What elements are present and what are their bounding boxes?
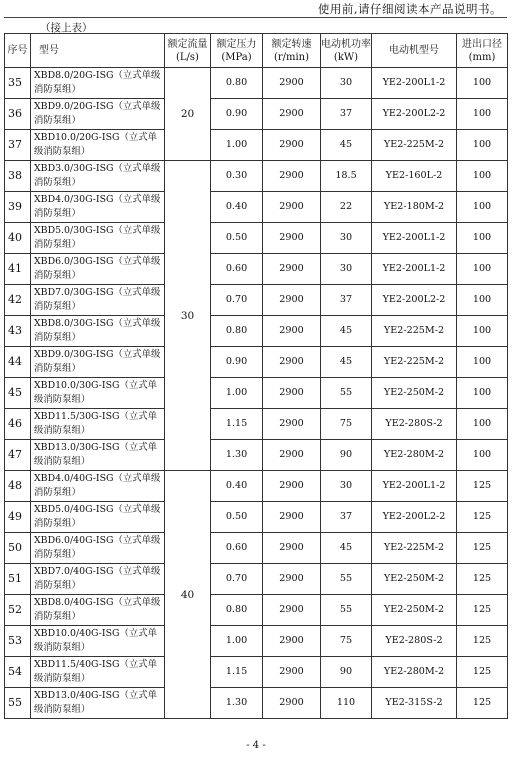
cell-model: XBD7.0/30G-ISG（立式单级消防泵组） bbox=[31, 285, 165, 316]
table-row bbox=[5, 316, 508, 347]
table-row bbox=[5, 378, 508, 409]
cell-model: XBD4.0/30G-ISG（立式单级消防泵组） bbox=[31, 192, 165, 223]
cell-power: 30 bbox=[321, 68, 372, 99]
cell-diameter: 100 bbox=[457, 192, 508, 223]
cell-power: 22 bbox=[321, 192, 372, 223]
cell-diameter: 100 bbox=[457, 409, 508, 440]
cell-power: 18.5 bbox=[321, 161, 372, 192]
cell-diameter: 100 bbox=[457, 254, 508, 285]
cell-power: 30 bbox=[321, 471, 372, 502]
cell-speed: 2900 bbox=[263, 223, 321, 254]
cell-power: 90 bbox=[321, 657, 372, 688]
cell-diameter: 100 bbox=[457, 316, 508, 347]
cell-diameter: 100 bbox=[457, 285, 508, 316]
cell-seq: 53 bbox=[5, 626, 31, 657]
cell-model: XBD10.0/30G-ISG（立式单级消防泵组） bbox=[31, 378, 165, 409]
cell-speed: 2900 bbox=[263, 626, 321, 657]
cell-power: 90 bbox=[321, 440, 372, 471]
cell-power: 45 bbox=[321, 130, 372, 161]
table-row bbox=[5, 440, 508, 471]
cell-seq: 54 bbox=[5, 657, 31, 688]
cell-pressure: 1.00 bbox=[211, 378, 263, 409]
cell-diameter: 125 bbox=[457, 626, 508, 657]
col-header-pressure: 额定压力(MPa) bbox=[211, 34, 263, 68]
cell-diameter: 100 bbox=[457, 347, 508, 378]
cell-model: XBD8.0/20G-ISG（立式单级消防泵组） bbox=[31, 68, 165, 99]
cell-seq: 46 bbox=[5, 409, 31, 440]
cell-speed: 2900 bbox=[263, 192, 321, 223]
table-row bbox=[5, 595, 508, 626]
cell-seq: 51 bbox=[5, 564, 31, 595]
table-row bbox=[5, 130, 508, 161]
cell-model: XBD13.0/30G-ISG（立式单级消防泵组） bbox=[31, 440, 165, 471]
cell-speed: 2900 bbox=[263, 440, 321, 471]
table-row bbox=[5, 688, 508, 719]
cell-speed: 2900 bbox=[263, 409, 321, 440]
cell-pressure: 0.70 bbox=[211, 564, 263, 595]
cell-model: XBD10.0/20G-ISG（立式单级消防泵组） bbox=[31, 130, 165, 161]
page-number: - 4 - bbox=[246, 740, 266, 751]
cell-model: XBD3.0/30G-ISG（立式单级消防泵组） bbox=[31, 161, 165, 192]
cell-flow: 40 bbox=[165, 471, 211, 719]
cell-model: XBD9.0/30G-ISG（立式单级消防泵组） bbox=[31, 347, 165, 378]
cell-diameter: 100 bbox=[457, 378, 508, 409]
table-row bbox=[5, 409, 508, 440]
cell-pressure: 1.15 bbox=[211, 657, 263, 688]
manual-header-note: 使用前,请仔细阅读本产品说明书。 bbox=[317, 2, 502, 16]
cell-model: XBD6.0/40G-ISG（立式单级消防泵组） bbox=[31, 533, 165, 564]
cell-seq: 38 bbox=[5, 161, 31, 192]
cell-model: XBD5.0/30G-ISG（立式单级消防泵组） bbox=[31, 223, 165, 254]
cell-diameter: 100 bbox=[457, 223, 508, 254]
cell-speed: 2900 bbox=[263, 99, 321, 130]
cell-power: 30 bbox=[321, 223, 372, 254]
cell-seq: 35 bbox=[5, 68, 31, 99]
table-row bbox=[5, 161, 508, 192]
cell-motor: YE2-315S-2 bbox=[372, 688, 457, 719]
cell-power: 75 bbox=[321, 409, 372, 440]
cell-seq: 55 bbox=[5, 688, 31, 719]
cell-diameter: 125 bbox=[457, 564, 508, 595]
cell-speed: 2900 bbox=[263, 316, 321, 347]
table-row bbox=[5, 626, 508, 657]
cell-speed: 2900 bbox=[263, 285, 321, 316]
cell-motor: YE2-200L2-2 bbox=[372, 502, 457, 533]
cell-speed: 2900 bbox=[263, 347, 321, 378]
cell-pressure: 0.60 bbox=[211, 533, 263, 564]
cell-pressure: 0.90 bbox=[211, 99, 263, 130]
cell-model: XBD11.5/30G-ISG（立式单级消防泵组） bbox=[31, 409, 165, 440]
cell-diameter: 125 bbox=[457, 533, 508, 564]
cell-diameter: 100 bbox=[457, 99, 508, 130]
col-header-diameter: 进出口径(mm) bbox=[457, 34, 508, 68]
cell-speed: 2900 bbox=[263, 130, 321, 161]
table-row bbox=[5, 657, 508, 688]
cell-model: XBD13.0/40G-ISG（立式单级消防泵组） bbox=[31, 688, 165, 719]
cell-motor: YE2-180M-2 bbox=[372, 192, 457, 223]
table-row bbox=[5, 254, 508, 285]
cell-motor: YE2-280S-2 bbox=[372, 409, 457, 440]
cell-motor: YE2-200L1-2 bbox=[372, 471, 457, 502]
table-row bbox=[5, 471, 508, 502]
cell-diameter: 125 bbox=[457, 471, 508, 502]
cell-seq: 36 bbox=[5, 99, 31, 130]
continued-label: （接上表） bbox=[40, 22, 93, 34]
table-row bbox=[5, 502, 508, 533]
cell-model: XBD9.0/20G-ISG（立式单级消防泵组） bbox=[31, 99, 165, 130]
cell-power: 37 bbox=[321, 502, 372, 533]
cell-model: XBD11.5/40G-ISG（立式单级消防泵组） bbox=[31, 657, 165, 688]
cell-pressure: 0.80 bbox=[211, 316, 263, 347]
cell-seq: 43 bbox=[5, 316, 31, 347]
cell-model: XBD8.0/30G-ISG（立式单级消防泵组） bbox=[31, 316, 165, 347]
cell-seq: 37 bbox=[5, 130, 31, 161]
cell-pressure: 0.80 bbox=[211, 595, 263, 626]
cell-speed: 2900 bbox=[263, 533, 321, 564]
cell-power: 30 bbox=[321, 254, 372, 285]
cell-diameter: 125 bbox=[457, 502, 508, 533]
cell-seq: 47 bbox=[5, 440, 31, 471]
table-row bbox=[5, 285, 508, 316]
cell-seq: 42 bbox=[5, 285, 31, 316]
cell-pressure: 0.40 bbox=[211, 471, 263, 502]
cell-pressure: 0.80 bbox=[211, 68, 263, 99]
cell-motor: YE2-200L2-2 bbox=[372, 285, 457, 316]
cell-motor: YE2-280M-2 bbox=[372, 440, 457, 471]
col-header-motor: 电动机型号 bbox=[372, 34, 457, 68]
cell-model: XBD5.0/40G-ISG（立式单级消防泵组） bbox=[31, 502, 165, 533]
cell-speed: 2900 bbox=[263, 68, 321, 99]
cell-speed: 2900 bbox=[263, 657, 321, 688]
cell-pressure: 1.30 bbox=[211, 440, 263, 471]
table-row bbox=[5, 68, 508, 99]
pump-spec-table bbox=[4, 33, 508, 719]
cell-diameter: 125 bbox=[457, 595, 508, 626]
cell-motor: YE2-250M-2 bbox=[372, 378, 457, 409]
cell-speed: 2900 bbox=[263, 254, 321, 285]
cell-power: 55 bbox=[321, 564, 372, 595]
cell-motor: YE2-200L1-2 bbox=[372, 254, 457, 285]
col-header-model: 型号 bbox=[31, 34, 165, 68]
cell-pressure: 0.60 bbox=[211, 254, 263, 285]
cell-seq: 39 bbox=[5, 192, 31, 223]
cell-model: XBD6.0/30G-ISG（立式单级消防泵组） bbox=[31, 254, 165, 285]
cell-power: 45 bbox=[321, 533, 372, 564]
cell-pressure: 1.00 bbox=[211, 130, 263, 161]
cell-motor: YE2-225M-2 bbox=[372, 130, 457, 161]
cell-motor: YE2-225M-2 bbox=[372, 316, 457, 347]
cell-pressure: 1.00 bbox=[211, 626, 263, 657]
cell-speed: 2900 bbox=[263, 502, 321, 533]
cell-pressure: 0.40 bbox=[211, 192, 263, 223]
cell-pressure: 0.50 bbox=[211, 502, 263, 533]
cell-pressure: 1.15 bbox=[211, 409, 263, 440]
cell-power: 110 bbox=[321, 688, 372, 719]
cell-diameter: 125 bbox=[457, 657, 508, 688]
table-body bbox=[5, 68, 508, 719]
cell-motor: YE2-280S-2 bbox=[372, 626, 457, 657]
cell-motor: YE2-250M-2 bbox=[372, 595, 457, 626]
cell-motor: YE2-200L1-2 bbox=[372, 223, 457, 254]
table-header-row bbox=[5, 34, 508, 68]
cell-seq: 40 bbox=[5, 223, 31, 254]
cell-speed: 2900 bbox=[263, 471, 321, 502]
table-row bbox=[5, 347, 508, 378]
table-row bbox=[5, 533, 508, 564]
cell-power: 45 bbox=[321, 347, 372, 378]
cell-flow: 20 bbox=[165, 68, 211, 161]
col-header-seq: 序号 bbox=[5, 34, 31, 68]
cell-power: 37 bbox=[321, 285, 372, 316]
table-row bbox=[5, 99, 508, 130]
cell-pressure: 0.30 bbox=[211, 161, 263, 192]
cell-diameter: 100 bbox=[457, 68, 508, 99]
col-header-speed: 额定转速(r/min) bbox=[263, 34, 321, 68]
col-header-power: 电动机功率(kW) bbox=[321, 34, 372, 68]
cell-motor: YE2-225M-2 bbox=[372, 533, 457, 564]
cell-speed: 2900 bbox=[263, 595, 321, 626]
cell-pressure: 1.30 bbox=[211, 688, 263, 719]
cell-diameter: 100 bbox=[457, 161, 508, 192]
cell-seq: 48 bbox=[5, 471, 31, 502]
cell-speed: 2900 bbox=[263, 688, 321, 719]
cell-motor: YE2-250M-2 bbox=[372, 564, 457, 595]
cell-speed: 2900 bbox=[263, 378, 321, 409]
cell-power: 37 bbox=[321, 99, 372, 130]
col-header-flow: 额定流量(L/s) bbox=[165, 34, 211, 68]
cell-power: 75 bbox=[321, 626, 372, 657]
cell-motor: YE2-225M-2 bbox=[372, 347, 457, 378]
cell-model: XBD4.0/40G-ISG（立式单级消防泵组） bbox=[31, 471, 165, 502]
cell-power: 55 bbox=[321, 595, 372, 626]
cell-seq: 49 bbox=[5, 502, 31, 533]
cell-pressure: 0.90 bbox=[211, 347, 263, 378]
cell-motor: YE2-280M-2 bbox=[372, 657, 457, 688]
table-row bbox=[5, 223, 508, 254]
cell-pressure: 0.70 bbox=[211, 285, 263, 316]
cell-seq: 45 bbox=[5, 378, 31, 409]
cell-flow: 30 bbox=[165, 161, 211, 471]
cell-seq: 41 bbox=[5, 254, 31, 285]
header-rule bbox=[4, 17, 507, 18]
cell-seq: 52 bbox=[5, 595, 31, 626]
cell-power: 55 bbox=[321, 378, 372, 409]
cell-diameter: 100 bbox=[457, 130, 508, 161]
cell-motor: YE2-200L2-2 bbox=[372, 99, 457, 130]
cell-seq: 50 bbox=[5, 533, 31, 564]
cell-diameter: 125 bbox=[457, 688, 508, 719]
cell-model: XBD7.0/40G-ISG（立式单级消防泵组） bbox=[31, 564, 165, 595]
cell-motor: YE2-160L-2 bbox=[372, 161, 457, 192]
cell-seq: 44 bbox=[5, 347, 31, 378]
cell-diameter: 100 bbox=[457, 440, 508, 471]
table-row bbox=[5, 564, 508, 595]
cell-pressure: 0.50 bbox=[211, 223, 263, 254]
cell-model: XBD10.0/40G-ISG（立式单级消防泵组） bbox=[31, 626, 165, 657]
cell-speed: 2900 bbox=[263, 161, 321, 192]
cell-motor: YE2-200L1-2 bbox=[372, 68, 457, 99]
table-row bbox=[5, 192, 508, 223]
cell-power: 45 bbox=[321, 316, 372, 347]
cell-speed: 2900 bbox=[263, 564, 321, 595]
cell-model: XBD8.0/40G-ISG（立式单级消防泵组） bbox=[31, 595, 165, 626]
